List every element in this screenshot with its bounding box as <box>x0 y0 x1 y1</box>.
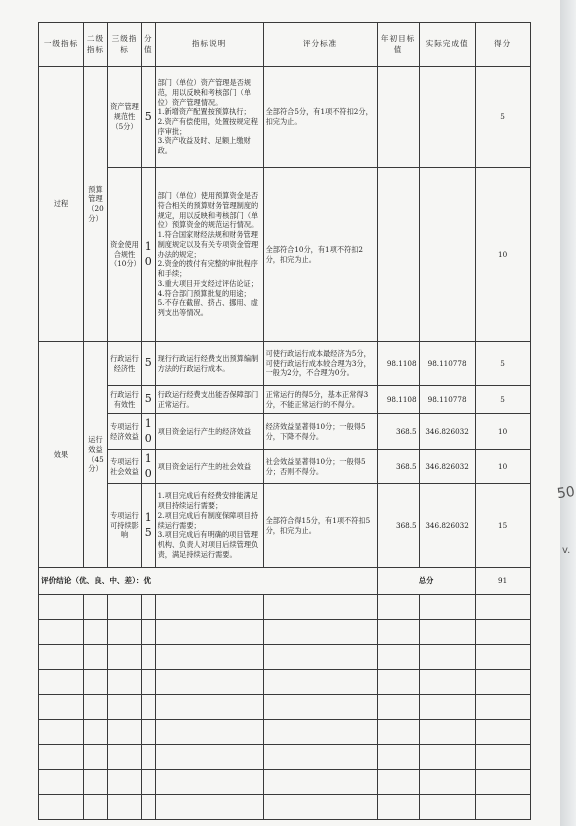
level2-operation-benefit: 运行效益（45分） <box>84 342 108 568</box>
criteria-cell: 社会效益显著得10分；一般得5分；否则不得分。 <box>263 450 377 484</box>
header-score-value: 分值 <box>142 23 156 67</box>
blank-row <box>39 745 531 770</box>
blank-row <box>39 645 531 670</box>
actual-cell <box>419 168 475 342</box>
score-value-cell: 15 <box>142 484 156 568</box>
score-cell: 5 <box>475 342 530 386</box>
description-cell: 项目资金运行产生的经济效益 <box>155 414 263 450</box>
table-row <box>39 67 531 168</box>
score-cell: 10 <box>475 414 530 450</box>
level1-effect: 效果 <box>39 342 84 568</box>
evaluation-table <box>38 22 531 820</box>
table-row <box>39 484 531 568</box>
actual-cell: 346.826032 <box>419 414 475 450</box>
target-cell: 368.5 <box>377 484 419 568</box>
table-row <box>39 450 531 484</box>
actual-cell: 98.110778 <box>419 386 475 414</box>
level3-cell: 资金使用合规性（10分） <box>108 168 142 342</box>
score-cell: 15 <box>475 484 530 568</box>
header-target: 年初目标值 <box>377 23 419 67</box>
level3-cell: 资产管理规范性（5分） <box>108 67 142 168</box>
score-value-cell: 10 <box>142 168 156 342</box>
score-value-cell: 5 <box>142 342 156 386</box>
actual-cell: 346.826032 <box>419 484 475 568</box>
level1-process: 过程 <box>39 67 84 342</box>
criteria-cell: 全部符合10分，有1项不符扣2分，扣完为止。 <box>263 168 377 342</box>
blank-row <box>39 795 531 820</box>
score-cell: 10 <box>475 168 530 342</box>
description-cell: 部门（单位）资产管理是否规范，用以反映和考核部门（单位）资产管理情况。 1.新增资产配置按预算执行； 2.资产有偿使用，处置按规定程序审批； 3.资产收益及时、足额上缴财政。 <box>155 67 263 168</box>
header-description: 指标说明 <box>155 23 263 67</box>
header-row <box>39 23 531 67</box>
score-value-cell: 5 <box>142 386 156 414</box>
score-value-cell: 5 <box>142 67 156 168</box>
score-cell: 5 <box>475 386 530 414</box>
header-level2: 二级指标 <box>84 23 108 67</box>
criteria-cell: 经济效益显著得10分；一般得5分，下降不得分。 <box>263 414 377 450</box>
level3-cell: 专项运行可持续影响 <box>108 484 142 568</box>
evaluation-conclusion: 评价结论（优、良、中、差）：优 <box>39 568 378 595</box>
header-actual: 实际完成值 <box>419 23 475 67</box>
header-level1: 一级指标 <box>39 23 84 67</box>
table-row <box>39 414 531 450</box>
score-value-cell: 10 <box>142 450 156 484</box>
level3-cell: 专项运行经济效益 <box>108 414 142 450</box>
blank-row <box>39 695 531 720</box>
header-score: 得分 <box>475 23 530 67</box>
level3-cell: 行政运行经济性 <box>108 342 142 386</box>
blank-row <box>39 770 531 795</box>
description-cell: 现行行政运行经费支出预算编制方法的行政运行成本。 <box>155 342 263 386</box>
blank-row <box>39 720 531 745</box>
criteria-cell: 可使行政运行成本最经济为5分，可使行政运行成本较合理为3分，一般为2分，不合理为0分。 <box>263 342 377 386</box>
blank-row <box>39 620 531 645</box>
level3-cell: 行政运行有效性 <box>108 386 142 414</box>
target-cell <box>377 168 419 342</box>
actual-cell: 98.110778 <box>419 342 475 386</box>
total-score-label: 总分 <box>377 568 475 595</box>
margin-handwriting: 50 <box>555 483 576 503</box>
description-cell: 项目资金运行产生的社会效益 <box>155 450 263 484</box>
level3-cell: 专项运行社会效益 <box>108 450 142 484</box>
description-cell: 行政运行经费支出能否保障部门正常运行。 <box>155 386 263 414</box>
blank-row <box>39 670 531 695</box>
score-cell: 10 <box>475 450 530 484</box>
table-row <box>39 386 531 414</box>
page-edge <box>560 0 576 826</box>
description-cell: 1.项目完成后有经费安排能满足项目持续运行需要； 2.项目完成后有制度保障项目持续运行需要； 3.项目完成后有明确的项目管理机构、负责人对项目后续管理负责，满足持续运行需要。 <box>155 484 263 568</box>
header-level3: 三级指标 <box>108 23 142 67</box>
header-criteria: 评分标准 <box>263 23 377 67</box>
target-cell: 368.5 <box>377 414 419 450</box>
target-cell: 368.5 <box>377 450 419 484</box>
table-row <box>39 168 531 342</box>
total-score-value: 91 <box>475 568 530 595</box>
level2-budget-management: 预算管理（20分） <box>84 67 108 342</box>
target-cell: 98.1108 <box>377 386 419 414</box>
conclusion-row <box>39 568 531 595</box>
blank-row <box>39 595 531 620</box>
criteria-cell: 全部符合5分，有1项不符扣2分，扣完为止。 <box>263 67 377 168</box>
criteria-cell: 正常运行的得5分，基本正常得3分，不能正常运行的不得分。 <box>263 386 377 414</box>
criteria-cell: 全部符合得15分，有1项不符扣5分，扣完为止。 <box>263 484 377 568</box>
target-cell: 98.1108 <box>377 342 419 386</box>
table-row <box>39 342 531 386</box>
description-cell: 部门（单位）使用预算资金是否符合相关的预算财务管理制度的规定，用以反映和考核部门（单位）预算资金的规范运行情况。 1.符合国家财经法规和财务管理制度规定以及有关专项资金管理办法的规定； 2.资金的拨付有完整的审批程序和手续； 3.重大项目开支经过评估论证； 4.符合部门预算批复的用途； 5.不存在截留、挤占、挪用、虚列支出等情况。 <box>155 168 263 342</box>
score-cell: 5 <box>475 67 530 168</box>
target-cell <box>377 67 419 168</box>
margin-handwriting: v. <box>562 545 571 556</box>
actual-cell <box>419 67 475 168</box>
score-value-cell: 10 <box>142 414 156 450</box>
actual-cell: 346.826032 <box>419 450 475 484</box>
